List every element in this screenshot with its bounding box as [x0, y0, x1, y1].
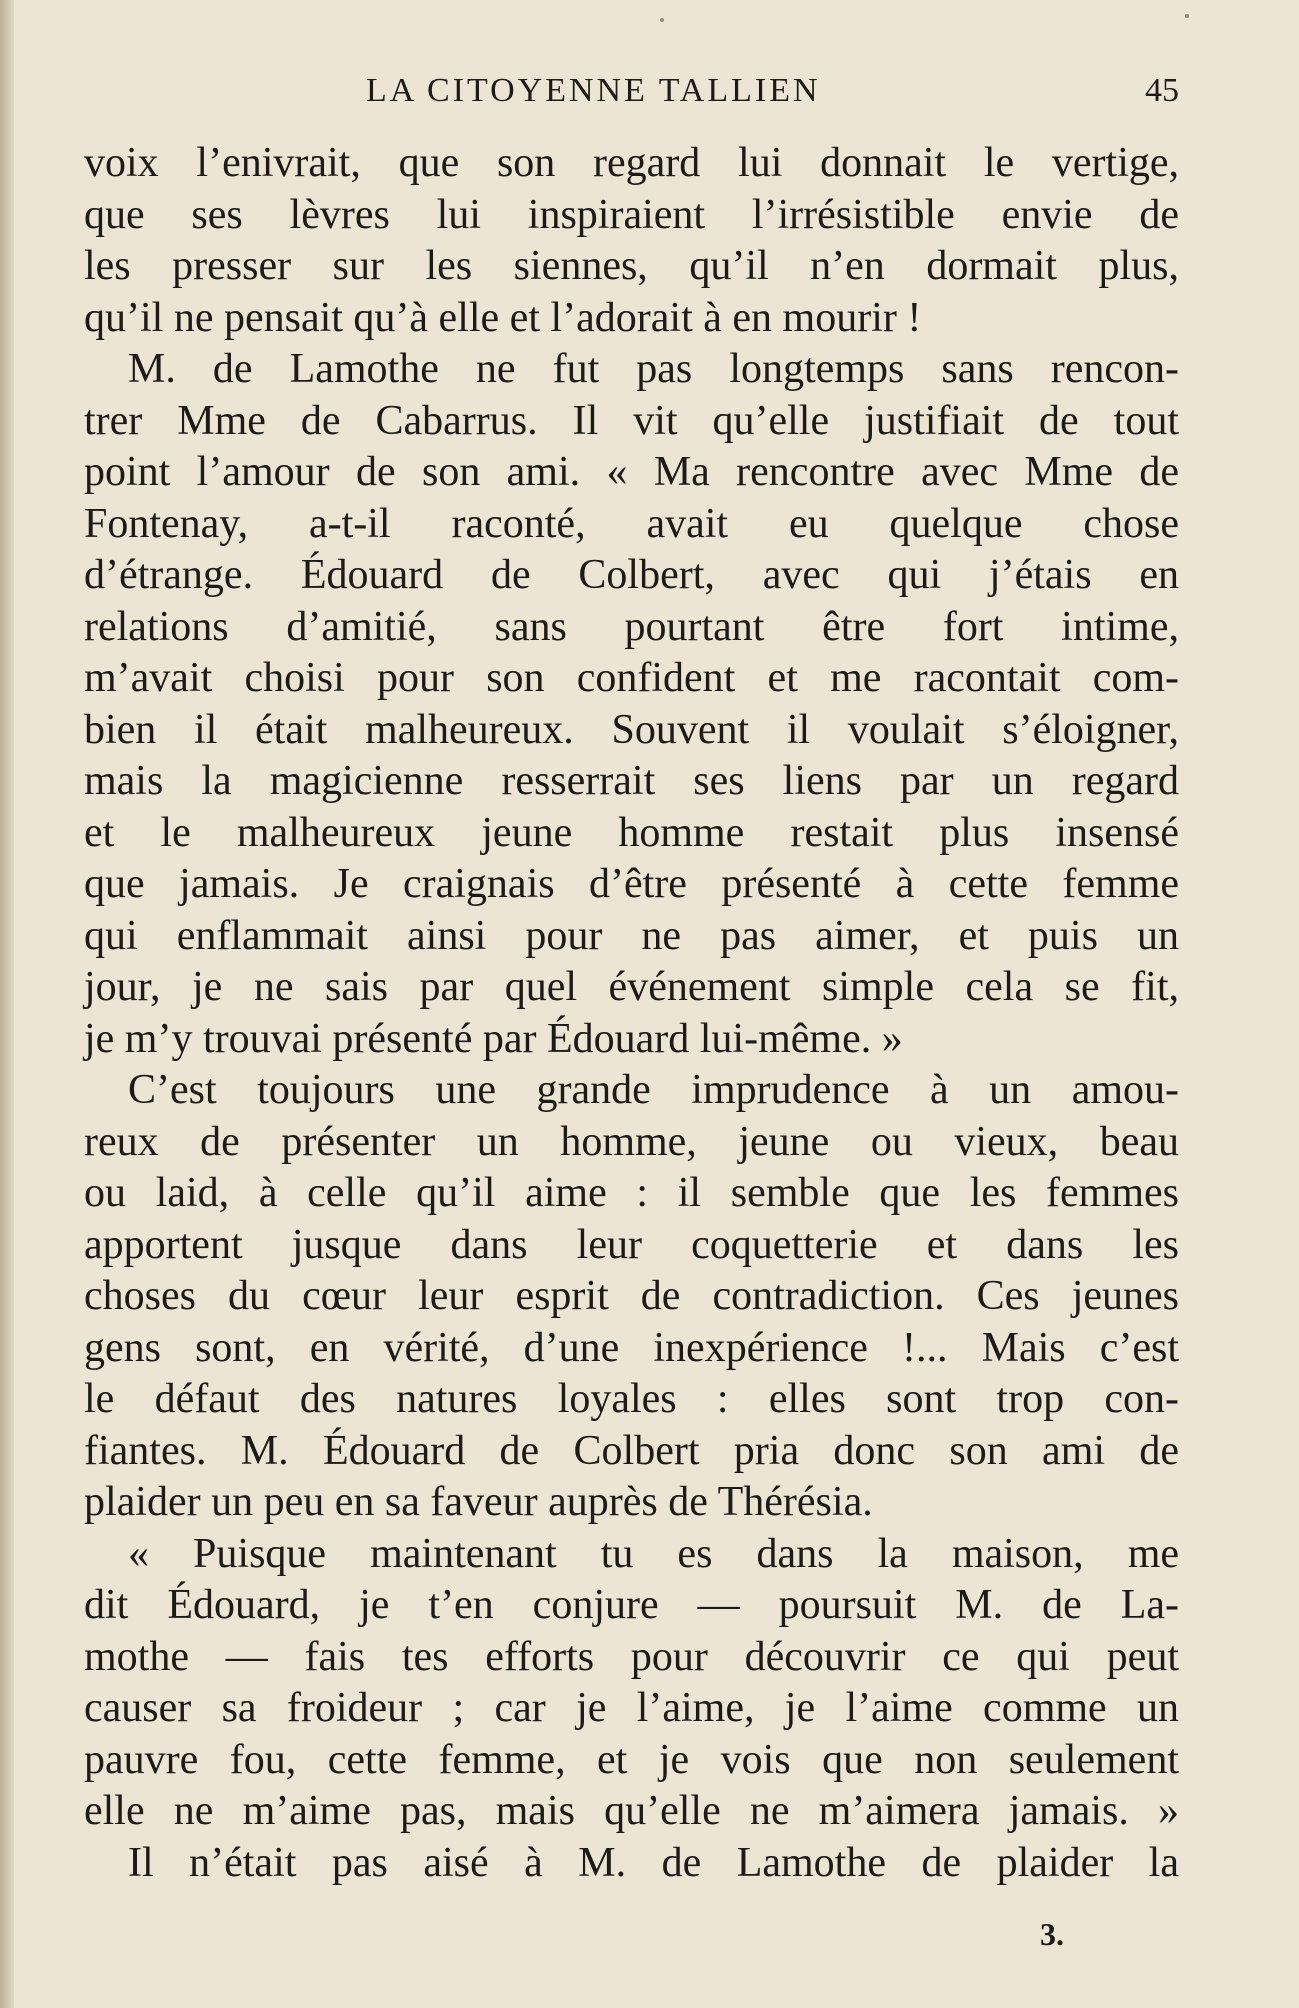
signature-mark: 3. — [1040, 1916, 1064, 1952]
text-line: trer Mme de Cabarrus. Il vit qu’elle justifiait de tout — [84, 397, 1179, 444]
text-line: M. de Lamothe ne fut pas longtemps sans rencon- — [128, 346, 1179, 392]
text-line: que ses lèvres lui inspiraient l’irrésistible envie de — [84, 191, 1179, 238]
text-line: le défaut des natures loyales : elles sont trop con- — [84, 1376, 1179, 1422]
text-line: mothe — fais tes efforts pour découvrir ce qui peut — [84, 1633, 1179, 1680]
text-line: fiantes. M. Édouard de Colbert pria donc son ami de — [84, 1427, 1179, 1474]
text-line: mais la magicienne resserrait ses liens par un regard — [84, 758, 1179, 804]
text-line: et le malheureux jeune homme restait plus insensé — [84, 809, 1179, 856]
text-line: apportent jusque dans leur coquetterie et dans les — [84, 1221, 1179, 1268]
text-line: Fontenay, a-t-il raconté, avait eu quelque chose — [84, 500, 1179, 547]
text-line: d’étrange. Édouard de Colbert, avec qui j’étais en — [84, 552, 1179, 598]
text-line: elle ne m’aime pas, mais qu’elle ne m’aimera jamais. » — [84, 1788, 1179, 1834]
text-line: « Puisque maintenant tu es dans la maison, me — [128, 1530, 1179, 1577]
text-line: plaider un peu en sa faveur auprès de Thérésia. — [84, 1479, 873, 1525]
text-line: je m’y trouvai présenté par Édouard lui-même. » — [84, 1015, 903, 1062]
text-line: choses du cœur leur esprit de contradiction. Ces jeunes — [84, 1273, 1179, 1319]
text-line: voix l’enivrait, que son regard lui donnait le vertige, — [84, 140, 1179, 186]
text-line: ou laid, à celle qu’il aime : il semble que les femmes — [84, 1170, 1179, 1216]
text-line: les presser sur les siennes, qu’il n’en dormait plus, — [84, 243, 1179, 289]
scan-speck — [660, 18, 664, 22]
running-head — [86, 72, 1179, 122]
text-line: relations d’amitié, sans pourtant être fort intime, — [84, 603, 1179, 650]
text-line: causer sa froideur ; car je l’aime, je l’aime comme un — [84, 1685, 1179, 1731]
text-line: dit Édouard, je t’en conjure — poursuit M. de La- — [84, 1582, 1179, 1628]
text-line: pauvre fou, cette femme, et je vois que non seulement — [84, 1736, 1179, 1783]
text-line: gens sont, en vérité, d’une inexpérience !... Mais c’est — [84, 1324, 1179, 1371]
body-text — [84, 138, 1179, 1889]
text-line: jour, je ne sais par quel événement simple cela se fit, — [84, 964, 1179, 1010]
text-line: qui enflammait ainsi pour ne pas aimer, et puis un — [84, 912, 1179, 959]
text-line: que jamais. Je craignais d’être présenté à cette femme — [84, 861, 1179, 907]
text-line: reux de présenter un homme, jeune ou vieux, beau — [84, 1118, 1179, 1165]
text-line: Il n’était pas aisé à M. de Lamothe de plaider la — [128, 1839, 1179, 1886]
text-line: qu’il ne pensait qu’à elle et l’adorait à en mourir ! — [84, 294, 922, 341]
text-line: point l’amour de son ami. « Ma rencontre avec Mme de — [84, 449, 1179, 495]
text-line: C’est toujours une grande imprudence à un amou- — [128, 1067, 1179, 1113]
text-line: m’avait choisi pour son confident et me racontait com- — [84, 655, 1179, 701]
page-number: 45 — [1145, 72, 1179, 109]
scan-speck — [1185, 14, 1189, 18]
page-edge — [0, 0, 14, 2008]
running-title: LA CITOYENNE TALLIEN — [366, 72, 821, 109]
text-line: bien il était malheureux. Souvent il voulait s’éloigner, — [84, 706, 1179, 753]
